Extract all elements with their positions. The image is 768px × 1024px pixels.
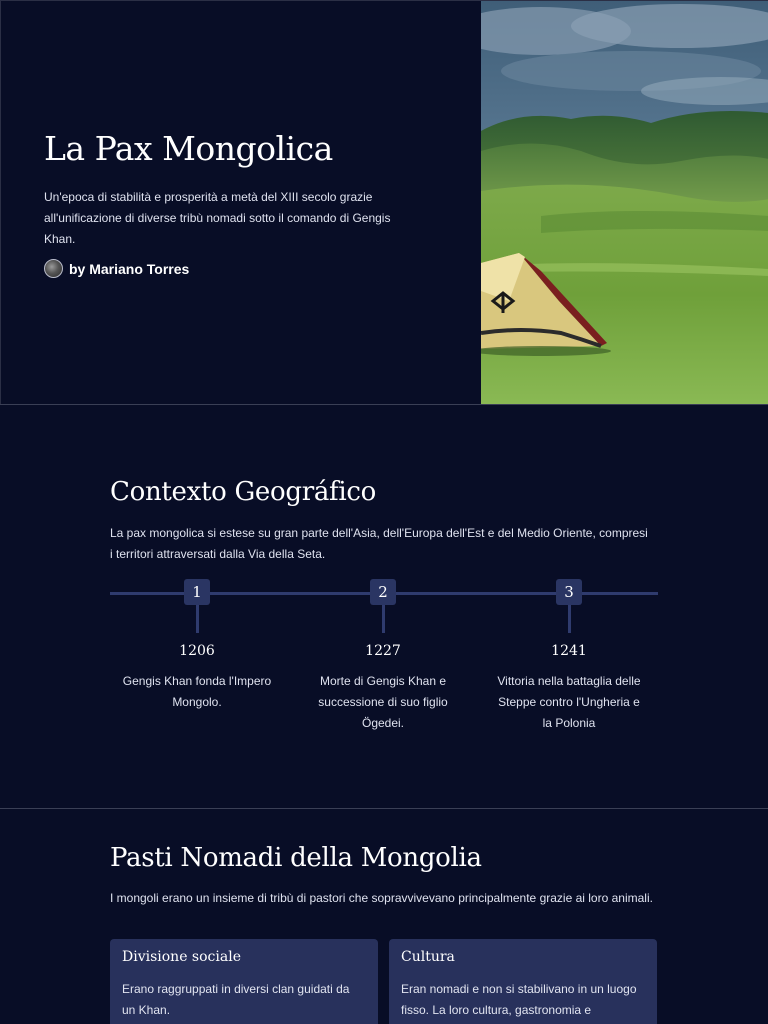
info-card	[110, 939, 378, 1024]
section-title: Contexto Geográfico	[110, 477, 376, 507]
timeline-description: Morte di Gengis Khan e successione di suo figlio Ögedei.	[318, 674, 448, 730]
meals-slide	[0, 808, 768, 1024]
timeline-year: 1206	[179, 643, 215, 659]
timeline-description: Vittoria nella battaglia delle Steppe contro l'Ungheria e la Polonia	[497, 674, 641, 730]
hero-slide	[0, 0, 768, 404]
card-title: Divisione sociale	[122, 949, 241, 965]
timeline-stem	[568, 605, 571, 633]
hero-description: Un'epoca di stabilità e prosperità a metà del XIII secolo grazie all'unificazione di diverse tribù nomadi sotto il comando di Gengis Khan.	[44, 190, 391, 246]
card-title: Cultura	[401, 949, 455, 965]
card-text: Erano raggruppati in diversi clan guidati da un Khan.	[122, 982, 350, 1017]
timeline-number-badge: 2	[370, 579, 396, 605]
timeline-item	[107, 579, 287, 713]
timeline-number-badge: 3	[556, 579, 582, 605]
section-description: I mongoli erano un insieme di tribù di pastori che sopravvivevano principalmente grazie ai loro animali.	[110, 891, 653, 905]
card-text: Eran nomadi e non si stabilivano in un luogo fisso. La loro cultura, gastronomia e	[401, 982, 637, 1017]
timeline-description: Gengis Khan fonda l'Impero Mongolo.	[122, 674, 272, 709]
section-title: Pasti Nomadi della Mongolia	[110, 843, 482, 873]
timeline-stem	[382, 605, 385, 633]
author-byline	[44, 259, 189, 278]
timeline-item	[479, 579, 659, 734]
hero-image	[481, 1, 768, 405]
avatar	[44, 259, 63, 278]
timeline-item	[293, 579, 473, 734]
timeline-number-badge: 1	[184, 579, 210, 605]
timeline-year: 1227	[365, 643, 401, 659]
section-description: La pax mongolica si estese su gran parte dell'Asia, dell'Europa dell'Est e del Medio Oriente, compresi i territori attraversati dalla Via della Seta.	[110, 526, 648, 561]
info-card	[389, 939, 657, 1024]
geo-slide	[0, 404, 768, 808]
author-name: by Mariano Torres	[69, 260, 190, 277]
timeline-year: 1241	[551, 643, 587, 659]
timeline-stem	[196, 605, 199, 633]
steppe-landscape-image	[481, 1, 768, 405]
page-title: La Pax Mongolica	[44, 129, 333, 168]
